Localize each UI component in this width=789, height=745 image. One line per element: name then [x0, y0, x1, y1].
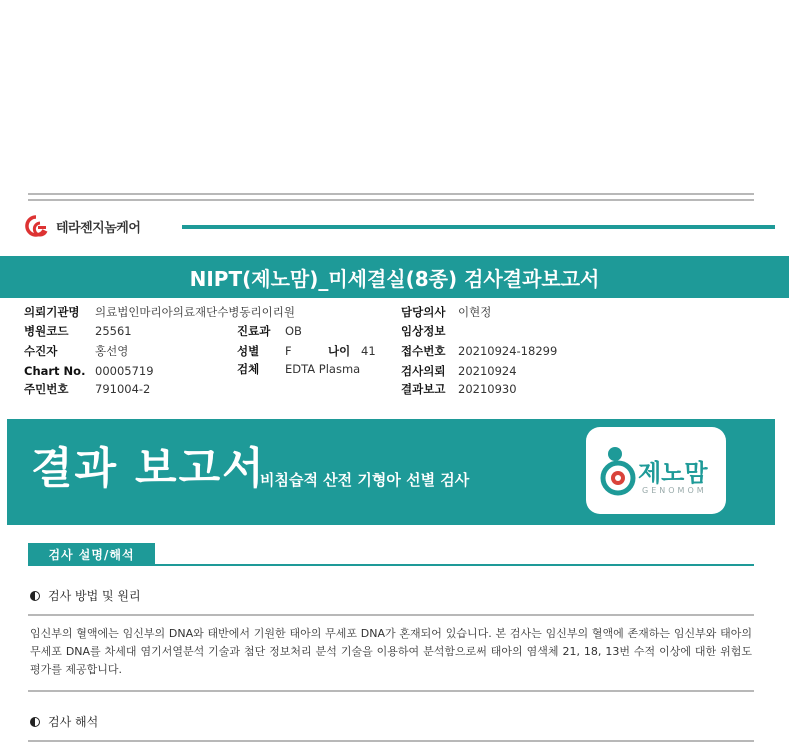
half-circle-bullet-icon — [30, 717, 40, 727]
half-circle-bullet-icon — [30, 591, 40, 601]
top-rule-1 — [28, 193, 754, 195]
report-title-bar — [0, 256, 789, 298]
institution-label: 의뢰기관명 — [24, 305, 80, 319]
section-tab — [28, 543, 155, 565]
age-value: 41 — [361, 344, 376, 358]
request-value: 20210924 — [458, 364, 517, 378]
report-date-value: 20210930 — [458, 382, 517, 396]
method-paragraph: 임신부의 혈액에는 임신부의 DNA와 태반에서 기원한 태아의 무세포 DNA가 혼재되어 있습니다. 본 검사는 임신부의 혈액에 존재하는 임신부와 태아의 무세포 DNA를 차세대 염기서열분석 기술과 첨단 정보처리 분석 기술을 이용하여 분석함으로써 태아의 염색체 21, 18, 13번 수적 이상에 대한 위험도 평가를 제공합니다. — [30, 627, 752, 676]
specimen-value: EDTA Plasma — [285, 362, 361, 376]
company-name: 테라젠지놈케어 — [56, 220, 141, 236]
dept-value: OB — [285, 324, 302, 338]
clinical-label: 임상정보 — [401, 324, 446, 338]
sex-value: F — [285, 344, 292, 358]
section-underline — [28, 564, 754, 566]
method-heading-text: 검사 방법 및 원리 — [48, 589, 141, 603]
banner-subtitle: 비침습적 산전 기형아 선별 검사 — [260, 471, 470, 489]
chart-value: 00005719 — [95, 364, 154, 378]
company-logo-icon — [22, 214, 52, 238]
genomom-subtext: GENOMOM — [642, 486, 707, 495]
receipt-label: 접수번호 — [401, 344, 446, 358]
patient-label: 수진자 — [24, 344, 58, 358]
specimen-label: 검체 — [237, 362, 260, 376]
dept-label: 진료과 — [237, 324, 271, 338]
company-logo — [22, 214, 140, 238]
genomom-wordmark: 제노맘 — [638, 459, 708, 487]
doctor-value: 이현정 — [458, 305, 492, 319]
report-title: NIPT(제노맘)_미세결실(8종) 검사결과보고서 — [189, 266, 600, 291]
top-rule-2 — [28, 199, 754, 201]
hospital-code-value: 25561 — [95, 324, 132, 338]
banner-title: 결과 보고서 — [31, 444, 266, 494]
hospital-code-label: 병원코드 — [24, 324, 69, 338]
result-banner — [7, 419, 775, 525]
patient-value: 홍선영 — [95, 344, 129, 358]
interp-heading — [30, 713, 98, 730]
resident-label: 주민번호 — [24, 382, 69, 396]
header-accent-line — [182, 225, 775, 229]
method-rule-top — [28, 614, 754, 616]
institution-value: 의료법인마리아의료재단수병동리이리원 — [95, 305, 295, 319]
chart-label: Chart No. — [24, 364, 86, 378]
method-rule-bottom — [28, 690, 754, 692]
interp-heading-text: 검사 해석 — [48, 715, 99, 729]
section-tab-label: 검사 설명/해석 — [48, 547, 135, 562]
method-heading — [30, 587, 141, 604]
doctor-label: 담당의사 — [401, 305, 446, 319]
sex-label: 성별 — [237, 344, 260, 358]
genomom-logo — [586, 427, 726, 514]
receipt-value: 20210924-18299 — [458, 344, 558, 358]
age-label: 나이 — [328, 344, 351, 358]
report-date-label: 결과보고 — [401, 382, 446, 396]
resident-value: 791004-2 — [95, 382, 151, 396]
interp-rule — [28, 740, 754, 742]
genomom-emblem-icon — [598, 445, 638, 497]
request-label: 검사의뢰 — [401, 364, 446, 378]
